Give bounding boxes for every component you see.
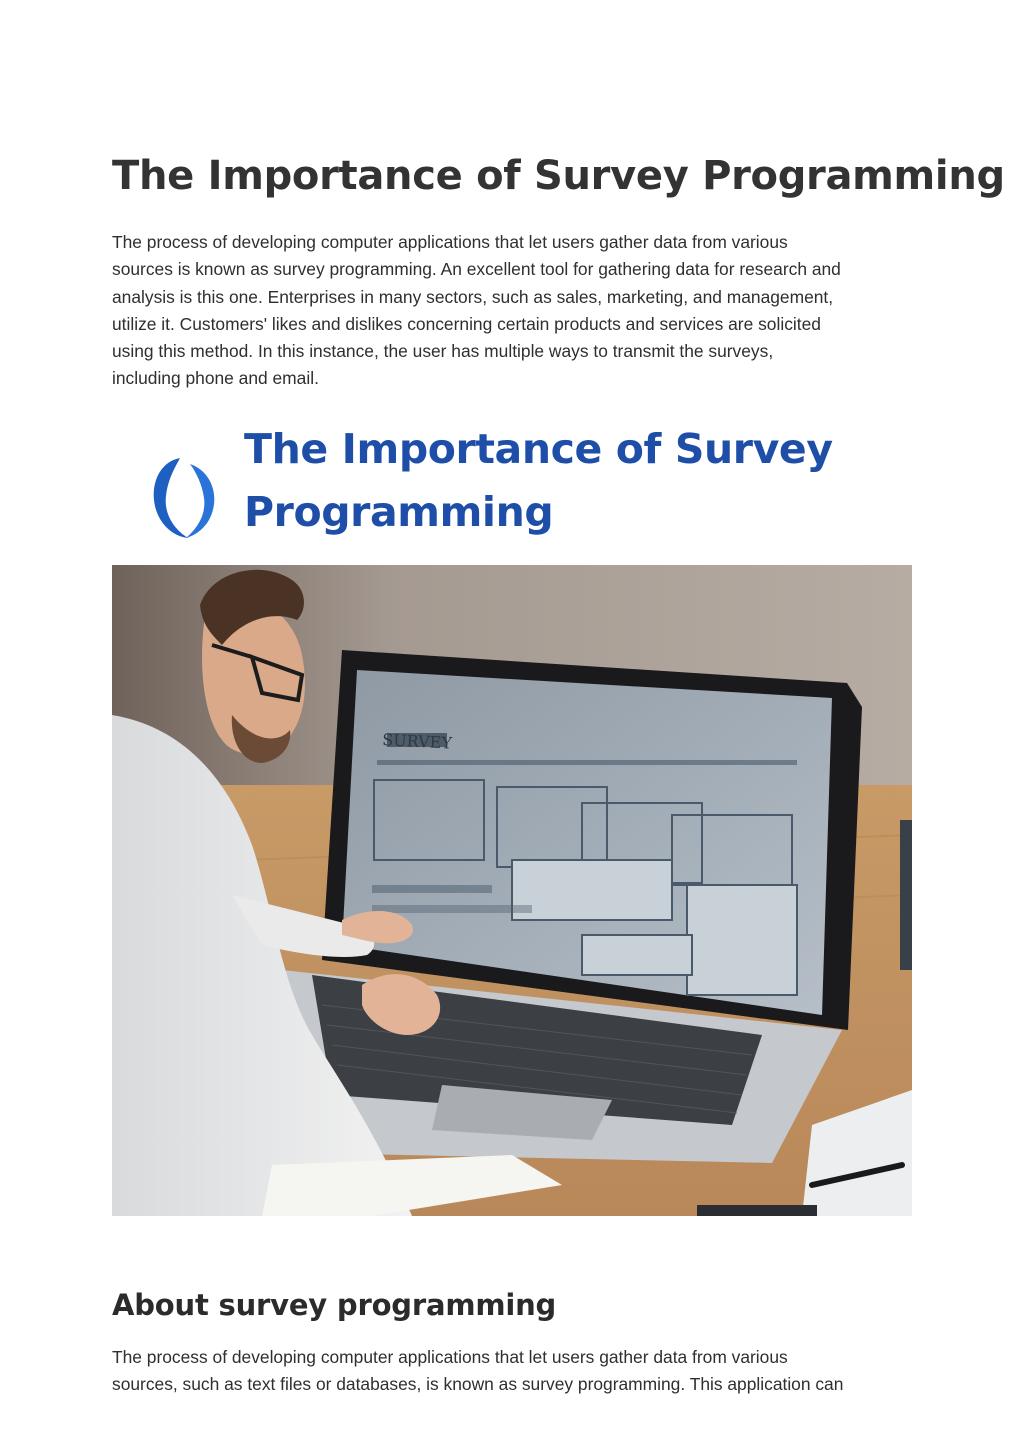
banner-image xyxy=(140,412,900,552)
section-paragraph xyxy=(112,1344,912,1399)
banner-title xyxy=(244,418,894,544)
intro-line: sources is known as survey programming. An excellent tool for gathering data for research and xyxy=(112,259,841,280)
page-title: The Importance of Survey Programming xyxy=(112,153,1005,199)
brand-logo-icon xyxy=(150,454,218,540)
laptop-photo xyxy=(112,565,912,1216)
photo-illustration xyxy=(112,565,912,1216)
screen-heading: SURVEY xyxy=(381,730,453,753)
banner-title-line: The Importance of Survey xyxy=(244,425,833,473)
banner-title-line: Programming xyxy=(244,488,554,536)
intro-paragraph xyxy=(112,229,912,393)
section-line: The process of developing computer applications that let users gather data from various xyxy=(112,1347,788,1367)
section-line: sources, such as text files or databases, is known as survey programming. This application can xyxy=(112,1374,844,1395)
intro-line: analysis is this one. Enterprises in many sectors, such as sales, marketing, and management, xyxy=(112,286,834,307)
intro-line: The process of developing computer applications that let users gather data from various xyxy=(112,232,788,252)
section-heading: About survey programming xyxy=(112,1288,557,1322)
intro-line: utilize it. Customers' likes and dislikes concerning certain products and services are solicited xyxy=(112,313,821,334)
intro-line: including phone and email. xyxy=(112,368,319,389)
intro-line: using this method. In this instance, the user has multiple ways to transmit the surveys, xyxy=(112,341,774,362)
